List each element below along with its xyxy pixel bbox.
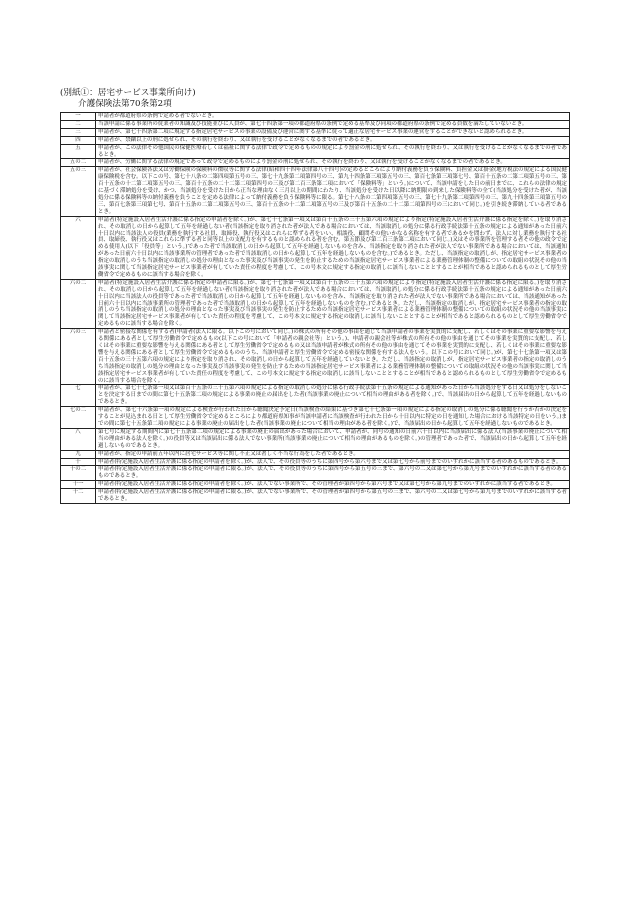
clause-row bbox=[61, 167, 570, 216]
clause-row bbox=[61, 136, 570, 144]
clause-number: 七 bbox=[61, 385, 96, 407]
clause-number: 三 bbox=[61, 128, 96, 136]
clause-text: 申請者が、第七十六条第一項の規定による検査が行われた日から聴聞決定予定日(当該検査の結果に基づき第七十七条第一項の規定による指定の取消しの処分に係る聴聞を行うか否かの決定をすることが見込まれる日として厚生労働省令で定めるところにより都道府県知事が当該申請者に当該検査が行われた日から十日以内に特定の日を通知した場合における当該特定の日をいう。)までの間に第七十五条第二項の規定による事業の廃止の届出をした者(当該事業の廃止について相当の理由がある者を除く。)で、当該届出の日から起算して五年を経過しないものであるとき。 bbox=[96, 407, 570, 429]
clause-text: 申請者(特定施設入居者生活介護に係る指定の申請者に限る。)が、法人でない事業所で、その管理者が第四号から第五号の三まで、第六号の二又は第七号から第九号までのいずれかに該当する者であるとき。 bbox=[96, 489, 570, 504]
clause-number: 二 bbox=[61, 120, 96, 128]
clause-row bbox=[61, 329, 570, 385]
clause-row bbox=[61, 128, 570, 136]
clause-text: 申請者が、指定の申請前五年以内に居宅サービス等に関し不正又は著しく不当な行為をした者であるとき。 bbox=[96, 450, 570, 458]
clause-text: 当該申請に係る事業所の従業者の知識及び技能並びに人員が、第七十四条第一項の都道府県の条例で定める基準及び同項の都道府県の条例で定める員数を満たしていないとき。 bbox=[96, 120, 570, 128]
clause-row bbox=[61, 466, 570, 481]
clause-row bbox=[61, 120, 570, 128]
clause-number: 八 bbox=[61, 428, 96, 450]
clause-number: 十 bbox=[61, 458, 96, 466]
clause-number: 五 bbox=[61, 144, 96, 159]
clause-number: 六の三 bbox=[61, 329, 96, 385]
clause-text: 申請者が、禁錮以上の刑に処せられ、その執行を終わり、又は執行を受けることがなくなるまでの者であるとき。 bbox=[96, 136, 570, 144]
clause-text: 申請者が、社会保険各法又は労働保険の保険料の徴収等に関する法律(昭和四十四年法律第八十四号)の定めるところにより納付義務を負う保険料、負担金又は掛金(地方税法の規定による国民健康保険税を含む。以下この号、第七十八条の二第四項第五号の三、第七十九条第二項第四号の三、第九十四条第三項第五号の三、第百七条第三項第七号、第百十五条の二第二項第五号の三、第百十五条の十二第二項第五号の三、第百十五条の二十二第二項第四号の三及び第二百三条第二項において「保険料等」という。)について、当該申請をした日の前日までに、これらの法律の規定に基づく滞納処分を受け、かつ、当該処分を受けた日から正当な理由なく三月以上の期間にわたり、当該処分を受けた日以降に納期限の到来した保険料等の全て(当該処分を受けた者が、当該処分に係る保険料等の納付義務を負うことを定める法律によって納付義務を負う保険料等に限る。第七十八条の二第四項第五号の三、第七十九条第二項第四号の三、第九十四条第三項第五号の三、第百七条第三項第七号、第百十五条の二第二項第五号の三、第百十五条の十二第二項第五号の三及び第百十五条の二十二第二項第四号の三において同じ。)を引き続き滞納している者であるとき。 bbox=[96, 167, 570, 216]
clause-row bbox=[61, 113, 570, 121]
clause-row bbox=[61, 450, 570, 458]
clause-text: 申請者(特定施設入居者生活介護に係る指定の申請者を除く。)が、第七十七条第一項又は第百十五条の三十五第六項の規定により指定(特定施設入居者生活介護に係る指定を除く。)を取り消され、その取消しの日から起算して五年を経過しない者(当該指定を取り消された者が法人である場合においては、当該取消しの処分に係る行政手続法第十五条の規定による通知があった日前六十日以内に当該法人の役員(業務を執行する社員、取締役、執行役又はこれらに準ずる者をいい、相談役、顧問その他いかなる名称を有する者であるかを問わず、法人に対し業務を執行する社員、取締役、執行役又はこれらに準ずる者と同等以上の支配力を有するものと認められる者を含む。第五節及び第二百三条第二項において同じ。)又はその事業所を管理する者その他の政令で定める使用人(以下「役員等」という。)であった者で当該取消しの日から起算して五年を経過しないものを含み、当該指定を取り消された者が法人でない事業所である場合においては、当該通知があった日前六十日以内に当該事業所の管理者であった者で当該取消しの日から起算して五年を経過しないものを含む。)であるとき。ただし、当該指定の取消しが、指定居宅サービス事業者の指定の取消しのうち当該指定の取消しの処分の理由となった事実及び当該事実の発生を防止するための当該指定居宅サービス事業者による業務管理体制の整備についての取組の状況その他の当該事実に関して当該指定居宅サービス事業者が有していた責任の程度を考慮して、この号本文に規定する指定の取消しに該当しないこととすることが相当であると認められるものとして厚生労働省令で定めるものに該当する場合を除く。 bbox=[96, 216, 570, 279]
document-title: (別紙①：居宅サービス事業所向け) bbox=[60, 88, 196, 98]
clause-number: 五の二 bbox=[61, 159, 96, 167]
clause-number: 十二 bbox=[61, 489, 96, 504]
clause-text: 申請者が、第七十七条第一項又は第百十五条の三十五第六項の規定による指定の取消しの処分に係る行政手続法第十五条の規定による通知があった日から当該処分をする日又は処分をしないことを決定する日までの間に第七十五条第二項の規定による事業の廃止の届出をした者(当該事業の廃止について相当の理由がある者を除く。)で、当該届出の日から起算して五年を経過しないものであるとき。 bbox=[96, 385, 570, 407]
clause-text: 第七号に規定する期間内に第七十五条第二項の規定による事業の廃止の届出があった場合において、申請者が、同号の通知の日前六十日以内に当該届出に係る法人(当該事業の廃止について相当の理由がある法人を除く。)の役員等又は当該届出に係る法人でない事業所(当該事業の廃止について相当の理由があるものを除く。)の管理者であった者で、当該届出の日から起算して五年を経過しないものであるとき。 bbox=[96, 428, 570, 450]
clause-row bbox=[61, 385, 570, 407]
clause-text: 申請者(特定施設入居者生活介護に係る指定の申請者を除く。)が、法人で、その役員等のうちに第四号から第六号まで又は第七号から前号までのいずれかに該当する者のあるものであるとき。 bbox=[96, 458, 570, 466]
document-subtitle: 介護保険法第70条第2項 bbox=[78, 99, 172, 109]
clause-number: 十の二 bbox=[61, 466, 96, 481]
clauses-body bbox=[61, 113, 570, 504]
clause-number: 十一 bbox=[61, 481, 96, 489]
clause-text: 申請者(特定施設入居者生活介護に係る指定の申請者に限る。)が、法人で、その役員等のうちに第四号から第五号の三まで、第六号の二又は第七号から第九号までのいずれかに該当する者のあるものであるとき。 bbox=[96, 466, 570, 481]
clause-row bbox=[61, 458, 570, 466]
clause-text: 申請者(特定施設入居者生活介護に係る指定の申請者に限る。)が、第七十七条第一項又は第百十五条の三十五第六項の規定により指定(特定施設入居者生活介護に係る指定に限る。)を取り消され、その取消しの日から起算して五年を経過しない者(当該指定を取り消された者が法人である場合においては、当該取消しの処分に係る行政手続法第十五条の規定による通知があった日前六十日以内に当該法人の役員等であった者で当該取消しの日から起算して五年を経過しないものを含み、当該指定を取り消された者が法人でない事業所である場合においては、当該通知があった日前六十日以内に当該事業所の管理者であった者で当該取消しの日から起算して五年を経過しないものを含む。)であるとき。ただし、当該指定の取消しが、指定居宅サービス事業者の指定の取消しのうち当該指定の取消しの処分の理由となった事実及び当該事実の発生を防止するための当該指定居宅サービス事業者による業務管理体制の整備についての取組の状況その他の当該事実に関して当該指定居宅サービス事業者が有していた責任の程度を考慮して、この号本文に規定する指定の取消しに該当しないこととすることが相当であると認められるものとして厚生労働省令で定めるものに該当する場合を除く。 bbox=[96, 279, 570, 328]
clause-row bbox=[61, 216, 570, 279]
document-page bbox=[60, 88, 570, 504]
clause-text: 申請者が、労働に関する法律の規定であって政令で定めるものにより罰金の刑に処せられ、その執行を終わり、又は執行を受けることがなくなるまでの者であるとき。 bbox=[96, 159, 570, 167]
clause-number: 六 bbox=[61, 216, 96, 279]
clause-number: 四 bbox=[61, 136, 96, 144]
clause-number: 六の二 bbox=[61, 279, 96, 328]
clause-row bbox=[61, 481, 570, 489]
clause-text: 申請者(特定施設入居者生活介護に係る指定の申請者を除く。)が、法人でない事業所で、その管理者が第四号から第六号まで又は第七号から第九号までのいずれかに該当する者であるとき。 bbox=[96, 481, 570, 489]
clause-number: 七の二 bbox=[61, 407, 96, 429]
clause-number: 九 bbox=[61, 450, 96, 458]
clause-number: 一 bbox=[61, 113, 96, 121]
clause-row bbox=[61, 489, 570, 504]
clause-row bbox=[61, 279, 570, 328]
clause-row bbox=[61, 428, 570, 450]
clause-row bbox=[61, 159, 570, 167]
clauses-table bbox=[60, 112, 570, 504]
clause-row bbox=[61, 144, 570, 159]
clause-number: 五の三 bbox=[61, 167, 96, 216]
clause-text: 申請者が、第七十四条第二項に規定する指定居宅サービスの事業の設備及び運営に関する基準に従って適正な居宅サービス事業の運営をすることができないと認められるとき。 bbox=[96, 128, 570, 136]
clause-text: 申請者が、この法律その他国民の保健医療若しくは福祉に関する法律で政令で定めるものの規定により罰金の刑に処せられ、その執行を終わり、又は執行を受けることがなくなるまでの者であるとき。 bbox=[96, 144, 570, 159]
clause-row bbox=[61, 407, 570, 429]
clause-text: 申請者と密接な関係を有する者(申請者(法人に限る。以下この号において同じ。)の株式の所有その他の事由を通じて当該申請者の事業を実質的に支配し、若しくはその事業に重要な影響を与える関係にある者として厚生労働省令で定めるもの(以下この号において「申請者の親会社等」という。)、申請者の親会社等が株式の所有その他の事由を通じてその事業を実質的に支配し、若しくはその事業に重要な影響を与える関係にある者として厚生労働省令で定めるもの又は当該申請者が株式の所有その他の事由を通じてその事業を実質的に支配し、若しくはその事業に重要な影響を与える関係にある者として厚生労働省令で定めるもののうち、当該申請者と厚生労働省令で定める密接な関係を有する法人をいう。以下この号において同じ。)が、第七十七条第一項又は第百十五条の三十五第六項の規定により指定を取り消され、その取消しの日から起算して五年を経過していないとき。ただし、当該指定の取消しが、指定居宅サービス事業者の指定の取消しのうち当該指定の取消しの処分の理由となった事実及び当該事実の発生を防止するための当該指定居宅サービス事業者による業務管理体制の整備についての取組の状況その他の当該事実に関して当該指定居宅サービス事業者が有していた責任の程度を考慮して、この号本文に規定する指定の取消しに該当しないこととすることが相当であると認められるものとして厚生労働省令で定めるものに該当する場合を除く。 bbox=[96, 329, 570, 385]
clause-text: 申請者が都道府県の条例で定める者でないとき。 bbox=[96, 113, 570, 121]
